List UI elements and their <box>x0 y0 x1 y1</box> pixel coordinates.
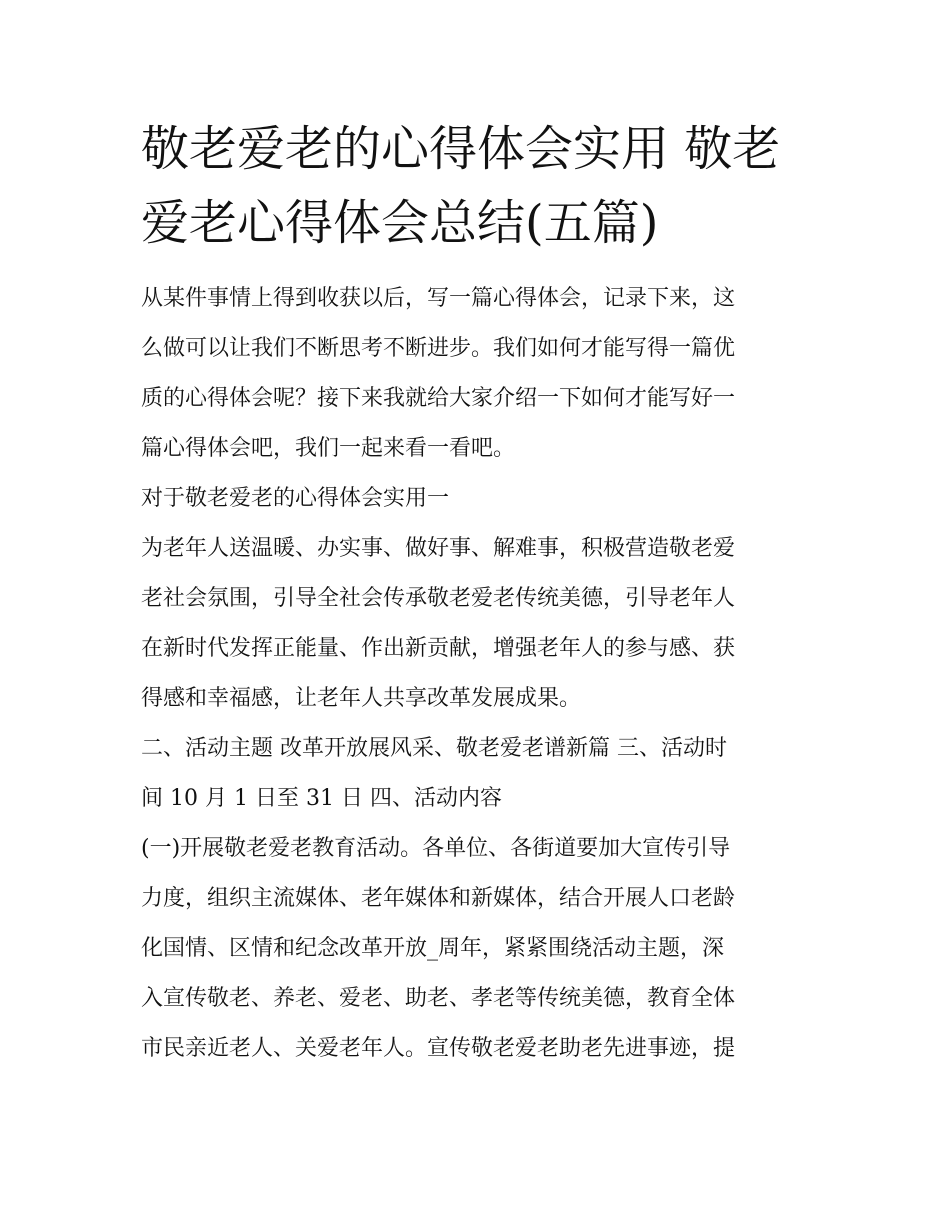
text-line: 力度，组织主流媒体、老年媒体和新媒体，结合开展人口老龄 <box>141 886 736 911</box>
text-line: 在新时代发挥正能量、作出新贡献，增强老年人的参与感、获 <box>141 636 736 661</box>
paragraph-intro <box>141 274 813 474</box>
document-page <box>141 112 813 1074</box>
text-line: 从某件事情上得到收获以后，写一篇心得体会，记录下来，这 <box>141 286 736 311</box>
title-line: 敬老爱老的心得体会实用 敬老 <box>141 121 781 177</box>
title-line: 爱老心得体会总结(五篇) <box>141 195 659 251</box>
text-line: 二、活动主题 改革开放展风采、敬老爱老谱新篇 三、活动时 <box>141 736 727 761</box>
text-line: 老社会氛围，引导全社会传承敬老爱老传统美德，引导老年人 <box>141 586 736 611</box>
paragraph-purpose <box>141 524 813 724</box>
text-line: 么做可以让我们不断思考不断进步。我们如何才能写得一篇优 <box>141 336 736 361</box>
section-heading <box>141 474 813 524</box>
paragraph-theme-time <box>141 724 813 824</box>
text-line: 入宣传敬老、养老、爱老、助老、孝老等传统美德，教育全体 <box>141 986 736 1011</box>
text-line: 得感和幸福感，让老年人共享改革发展成果。 <box>141 686 582 711</box>
text-line: 化国情、区情和纪念改革开放_周年，紧紧围绕活动主题，深 <box>141 936 725 961</box>
paragraph-activity-content <box>141 824 813 1074</box>
text-line: 对于敬老爱老的心得体会实用一 <box>141 486 450 511</box>
document-title <box>141 112 813 260</box>
text-line: 间 10 月 1 日至 31 日 四、活动内容 <box>141 786 502 811</box>
document-body <box>141 274 813 1074</box>
text-line: 为老年人送温暖、办实事、做好事、解难事，积极营造敬老爱 <box>141 536 736 561</box>
text-line: (一)开展敬老爱老教育活动。各单位、各街道要加大宣传引导 <box>141 836 731 861</box>
text-line: 质的心得体会呢？接下来我就给大家介绍一下如何才能写好一 <box>141 386 736 411</box>
text-line: 市民亲近老人、关爱老年人。宣传敬老爱老助老先进事迹，提 <box>141 1036 736 1061</box>
text-line: 篇心得体会吧，我们一起来看一看吧。 <box>141 436 516 461</box>
